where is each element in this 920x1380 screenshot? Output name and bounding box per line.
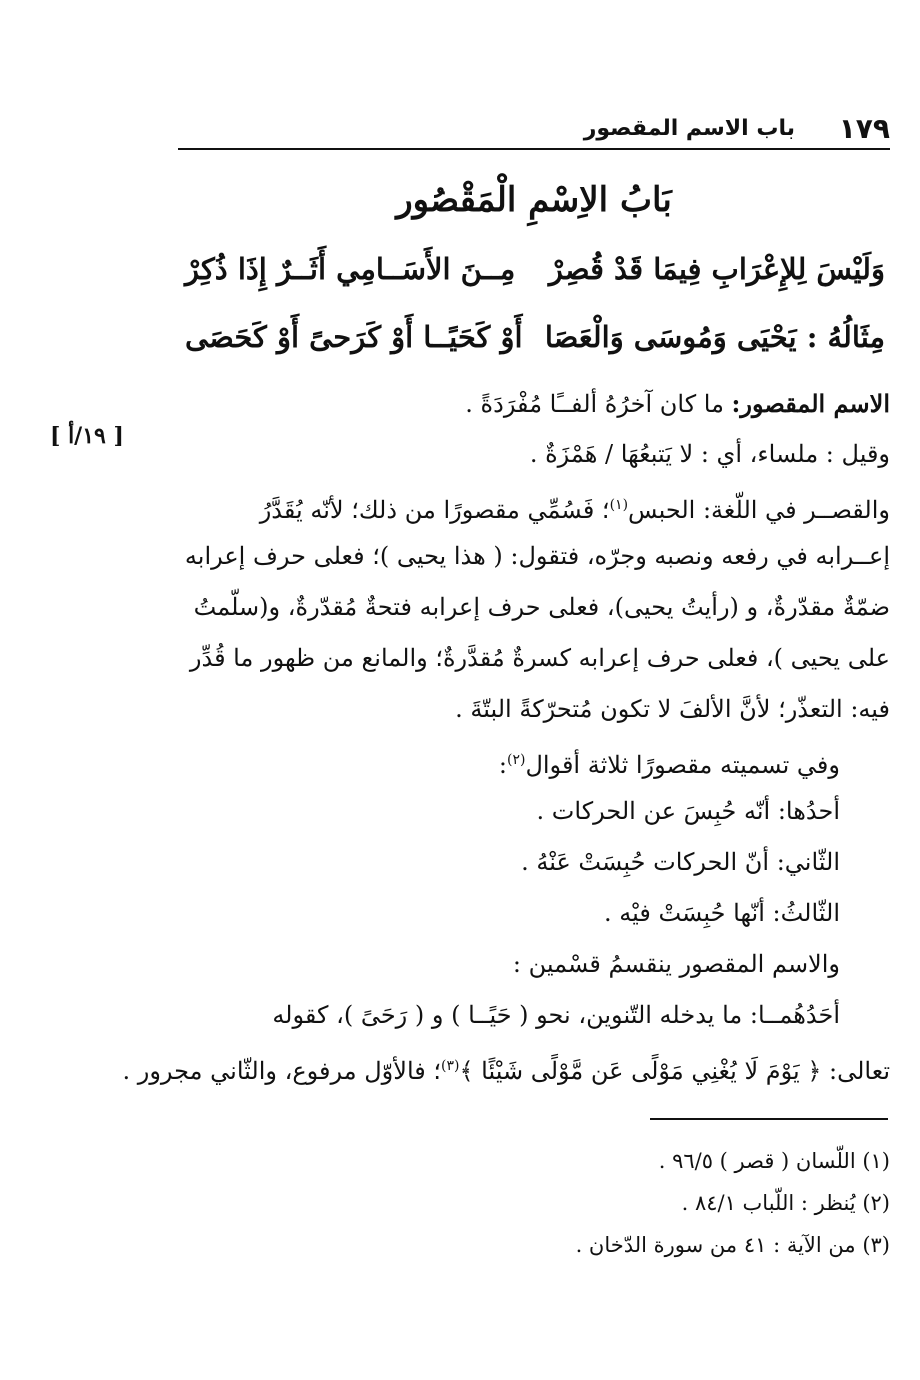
verse-2-second-hemistich: أَوْ كَحَيًــا أَوْ كَرَحىً أَوْ كَحَصَى xyxy=(185,320,523,354)
text-line: الثّالثُ: أنّها حُبِسَتْ فيْه . xyxy=(603,899,840,927)
text-segment: وفي تسميته مقصورًا ثلاثة أقوال xyxy=(525,751,840,779)
footnote-ref-3[interactable]: (٣) xyxy=(441,1058,460,1074)
footnote-2: (٢) يُنظر : اللّباب ٨٤/١ . xyxy=(681,1191,890,1215)
page-number: ١٧٩ xyxy=(838,112,890,145)
text-line: ضمّةٌ مقدّرةٌ، و (رأيتُ يحيى)، فعلى حرف إعرابه فتحةٌ مُقدّرةٌ، و(سلّمتُ xyxy=(193,593,890,621)
footnote-ref-2[interactable]: (٢) xyxy=(506,752,526,768)
header-rule xyxy=(178,148,890,150)
text-line: إعــرابه في رفعه ونصبه وجرّه، فتقول: ( هذا يحيى )؛ فعلى حرف إعرابه xyxy=(184,542,890,570)
verse-1-second-hemistich: مِــنَ الأَسَــامِي أَثَــرٌ إِذَا ذُكِرْ xyxy=(185,252,516,286)
running-header xyxy=(178,112,890,148)
footnote-1: (١) اللّسان ( قصر ) ٩٦/٥ . xyxy=(658,1149,890,1173)
text-line xyxy=(122,1041,890,1092)
definition-text: ما كان آخرُهُ ألفــًا مُفْرَدَةً . xyxy=(465,390,732,418)
footnotes xyxy=(178,1140,890,1266)
text-segment: ؛ فالأوّل مرفوع، والثّاني مجرور . xyxy=(122,1057,441,1085)
chapter-title: بَابُ الاِسْمِ الْمَقْصُور xyxy=(396,180,672,220)
verse-1-first-hemistich: وَلَيْسَ لِلإِعْرَابِ فِيمَا قَدْ قُصِرْ xyxy=(548,252,885,286)
verse-2-first-hemistich: مِثَالُهُ : يَحْيَى وَمُوسَى وَالْعَصَا xyxy=(544,320,885,354)
text-line: وقيل : ملساء، أي : لا يَتبعُهَا / هَمْزَةٌ . xyxy=(529,440,890,468)
manuscript-folio-marker: [ ١٩/أ ] xyxy=(50,423,124,449)
text-line xyxy=(178,480,890,531)
running-title: باب الاسم المقصور xyxy=(583,116,795,141)
text-line: الثّاني: أنّ الحركات حُبِسَتْ عَنْهُ . xyxy=(521,848,840,876)
text-segment: ؛ فَسُمِّي مقصورًا من ذلك؛ لأنّه يُقَدَّرُ xyxy=(259,496,610,524)
text-line xyxy=(178,378,890,429)
text-line: والاسم المقصور ينقسمُ قسْمين : xyxy=(512,950,840,978)
footnote-ref-1[interactable]: (١) xyxy=(609,497,629,513)
quran-quote: تعالى: ﴿ يَوْمَ لَا يُغْنِي مَوْلًى عَن مَّوْلًى شَيْئًا ﴾ xyxy=(459,1057,890,1085)
text-line: أحَدُهُمــا: ما يدخله التّنوين، نحو ( حَيًــا ) و ( رَحَىً )، كقوله xyxy=(272,1001,840,1029)
text-line: فيه: التعذّر؛ لأنَّ الألفَ لا تكون مُتحرّكةً البتّةَ . xyxy=(455,695,890,723)
text-line: على يحيى )، فعلى حرف إعرابه كسرةٌ مُقدَّرةٌ؛ والمانع من ظهور ما قُدِّر xyxy=(189,644,890,672)
footnote-separator xyxy=(650,1118,888,1120)
footnote-3: (٣) من الآية : ٤١ من سورة الدّخان . xyxy=(575,1233,890,1257)
text-segment: والقصــر في اللّغة: الحبس xyxy=(628,496,890,524)
text-line: أحدُها: أنّه حُبِسَ عن الحركات . xyxy=(536,797,840,825)
definition-term: الاسم المقصور: xyxy=(731,389,890,418)
main-text xyxy=(122,378,890,1092)
text-segment: : xyxy=(498,751,507,779)
text-line xyxy=(178,735,890,786)
verse-line-2 xyxy=(185,320,885,370)
verse-line-1 xyxy=(185,252,885,302)
